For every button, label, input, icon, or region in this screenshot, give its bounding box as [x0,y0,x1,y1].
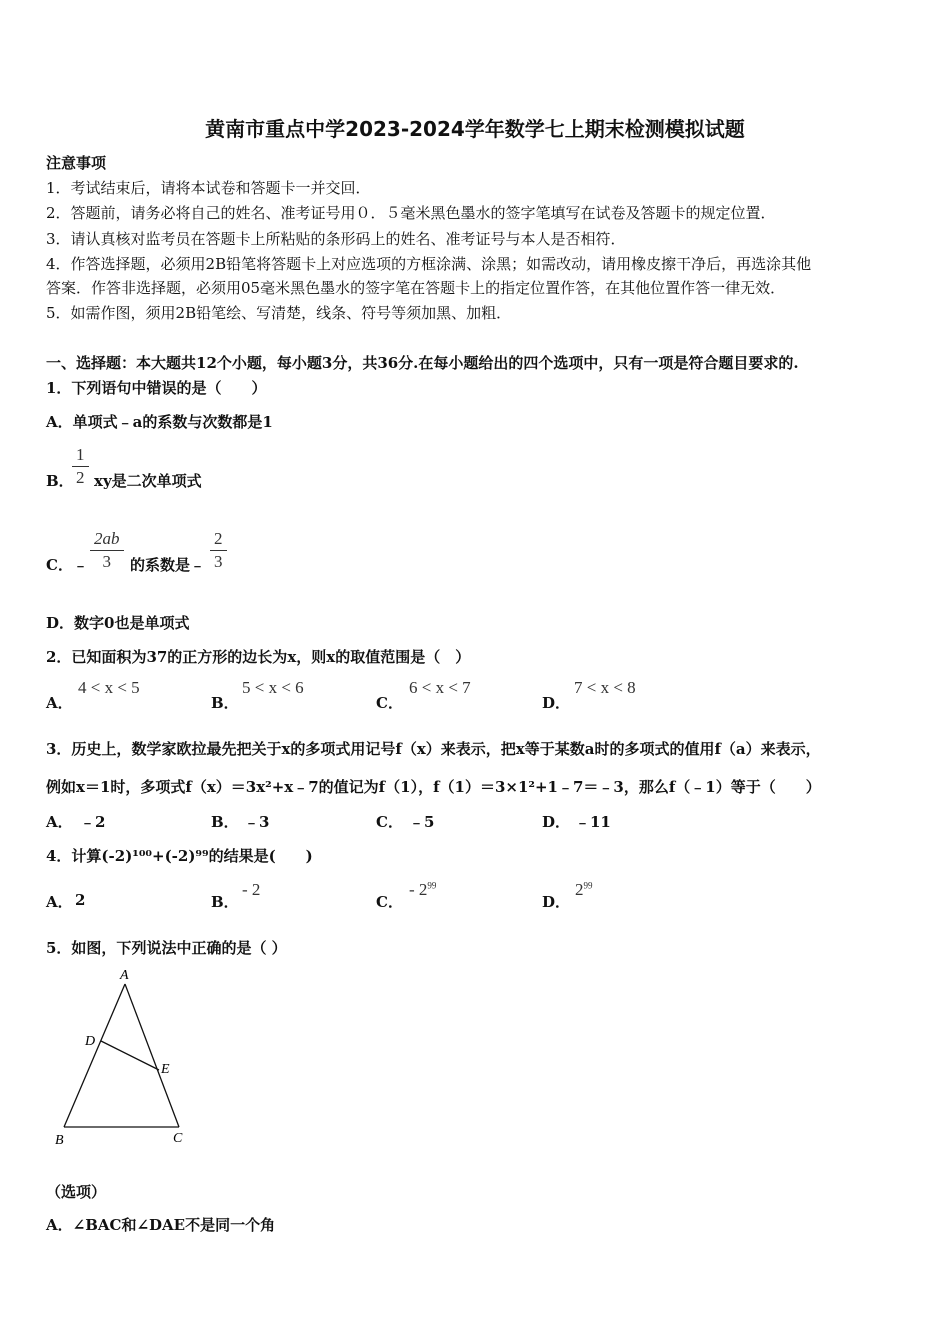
q1-option-b-text: xy是二次单项式 [94,472,202,490]
q3-option-d: ﹣11 [575,813,611,831]
note-4-cont: 答案．作答非选择题，必须用05毫米黑色墨水的签字笔在答题卡上的指定位置作答，在其他位置作答一律无效． [46,279,786,297]
note-5: 5．如需作图，须用2B铅笔绘、写清楚，线条、符号等须加黑、加粗． [46,304,512,322]
q3-stem-line1: 3．历史上，数学家欧拉最先把关于x的多项式用记号f（x）来表示，把x等于某数a时的多项式的值用f（a）来表示， [46,740,821,758]
q1-option-c-fraction-2 [210,528,227,573]
q3-option-a-label: A． [46,813,73,831]
q3-option-c-label: C． [376,813,403,831]
segment-de [101,1041,159,1070]
q3-option-a: ﹣2 [80,813,106,831]
q4-stem: 4．计算(-2)¹⁰⁰+(-2)⁹⁹的结果是( ) [46,847,313,865]
q2-option-a: 4 < x < 5 [78,678,140,697]
q1-option-c-text: 的系数是﹣ [130,556,206,574]
q1-option-c-fraction [90,528,124,573]
note-1: 1．考试结束后，请将本试卷和答题卡一并交回． [46,179,371,197]
point-b-label: B [55,1133,64,1148]
q4-option-c-label: C． [376,893,403,911]
note-2: 2．答题前，请务必将自己的姓名、准考证号用０．５毫米黑色墨水的签字笔填写在试卷及答题卡的规定位置． [46,204,776,222]
q5-options-heading: （选项） [46,1183,107,1201]
q4-c-base: - 2 [409,880,428,899]
q1-c-numerator: 2ab [90,528,124,551]
q4-option-d [575,880,593,900]
q4-c-exponent: 99 [427,880,437,891]
side-ac [125,984,179,1127]
q1-option-b-label: B． [46,472,74,490]
q4-option-b-label: B． [211,893,239,911]
q1-stem: 1．下列语句中错误的是（ ） [46,379,267,397]
q1-c-denominator: 3 [102,552,111,571]
q2-option-d: 7 < x < 8 [574,678,636,697]
side-ab [64,984,125,1127]
q5-stem: 5．如图，下列说法中正确的是（ ） [46,939,287,957]
point-d-label: D [85,1034,96,1049]
q1-option-d: D．数字0也是单项式 [46,614,190,632]
notes-heading: 注意事项 [46,154,107,172]
q1-c2-numerator: 2 [210,528,227,551]
q1-option-a: A．单项式﹣a的系数与次数都是1 [46,413,273,431]
point-c-label: C [173,1131,183,1146]
q3-option-d-label: D． [542,813,571,831]
q2-option-b-label: B． [211,694,239,712]
q5-option-a: A．∠BAC和∠DAE不是同一个角 [46,1216,276,1234]
q4-option-c [409,880,436,900]
q1-c2-denominator: 3 [214,552,223,571]
q1-option-c-label: C．﹣ [46,556,88,574]
note-3: 3．请认真核对监考员在答题卡上所粘贴的条形码上的姓名、准考证号与本人是否相符． [46,230,626,248]
q2-option-c: 6 < x < 7 [409,678,471,697]
q2-option-c-label: C． [376,694,403,712]
q2-option-b: 5 < x < 6 [242,678,304,697]
q4-d-base: 2 [575,880,584,899]
page-title: 黄南市重点中学2023-2024学年数学七上期末检测模拟试题 [205,117,745,141]
q4-option-d-label: D． [542,893,571,911]
point-a-label: A [120,968,129,983]
q2-option-a-label: A． [46,694,73,712]
q1-b-numerator: 1 [72,444,89,467]
section-heading: 一、选择题：本大题共12个小题，每小题3分，共36分.在每小题给出的四个选项中，只有一项是符合题目要求的. [46,354,799,372]
q3-stem-line2: 例如x＝1时，多项式f（x）＝3x²+x﹣7的值记为f（1），f（1）＝3×1²+1﹣7＝﹣3，那么f（﹣1）等于（ ） [46,778,821,796]
triangle-figure [50,962,200,1152]
q1-option-b-fraction [72,444,89,489]
q1-b-denominator: 2 [76,468,85,487]
q2-option-d-label: D． [542,694,571,712]
q3-option-b: ﹣3 [244,813,270,831]
q2-stem: 2．已知面积为37的正方形的边长为x，则x的取值范围是（ ） [46,648,471,666]
point-e-label: E [161,1062,170,1077]
q4-d-exponent: 99 [583,880,593,891]
q3-option-c: ﹣5 [409,813,435,831]
q4-option-a-label: A． [46,893,73,911]
q4-option-b: - 2 [242,880,261,899]
q4-option-a: 2 [75,891,86,909]
q3-option-b-label: B． [211,813,239,831]
note-4: 4．作答选择题，必须用2B铅笔将答题卡上对应选项的方框涂满、涂黑；如需改动，请用橡皮擦干净后，再选涂其他 [46,255,812,273]
